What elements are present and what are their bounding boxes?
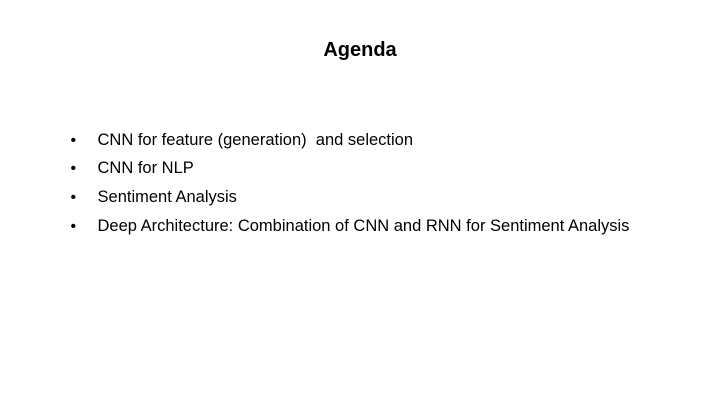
list-item-text: Sentiment Analysis xyxy=(97,188,237,207)
slide-title: Agenda xyxy=(323,39,397,61)
bullet-icon: • xyxy=(70,131,77,149)
list-item-text: CNN for NLP xyxy=(97,159,194,178)
bullet-icon: • xyxy=(70,189,77,207)
list-item-text: CNN for feature (generation) and selection xyxy=(97,130,414,149)
list-item-text: Deep Architecture: Combination of CNN and RNN for Sentiment Analysis xyxy=(97,216,630,235)
list-item xyxy=(43,126,629,178)
agenda-list xyxy=(43,97,630,235)
bullet-icon: • xyxy=(70,217,77,235)
bullet-icon: • xyxy=(70,160,77,178)
list-item xyxy=(43,154,629,207)
list-item xyxy=(43,183,630,235)
list-item xyxy=(43,97,629,149)
